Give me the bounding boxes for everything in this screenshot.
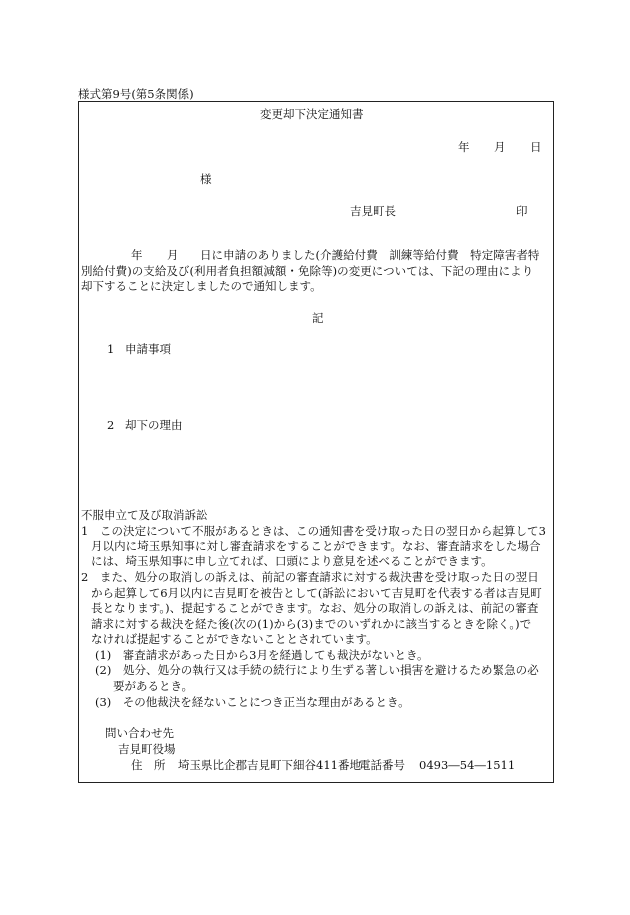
ki-heading: 記 [312, 311, 324, 325]
document-title: 変更却下決定通知書 [260, 107, 364, 121]
appeal-p2-line-2: から起算して6月以内に吉見町を被告として(訴訟において吉見町を代表する者は吉見町 [91, 586, 542, 600]
seal-mark: 印 [516, 204, 528, 218]
date-year: 年 [458, 140, 470, 154]
item-2-number: 2 [107, 418, 115, 432]
appeal-sub-2-cont: 要があるとき。 [113, 679, 194, 693]
body-line-2: 別給付費)の支給及び(利用者負担額減額・免除等)の変更については、下記の理由により [81, 264, 534, 278]
appeal-p1-line-2: 月以内に埼玉県知事に対し審査請求をすることができます。なお、審査請求をした場合 [91, 539, 541, 553]
contact-office: 吉見町役場 [118, 742, 176, 756]
body-line-1: 日に申請のありました(介護給付費 訓練等給付費 特定障害者特 [200, 248, 540, 262]
form-number-label: 様式第9号(第5条関係) [78, 87, 194, 101]
addressee-suffix: 様 [200, 172, 212, 186]
body-month: 月 [167, 248, 179, 262]
appeal-p2-line-4: 請求に対する裁決を経た後(次の(1)から(3)までのいずれかに該当するときを除く。)で [91, 617, 532, 631]
appeal-heading: 不服申立て及び取消訴訟 [81, 508, 208, 522]
item-1-label: 申請事項 [125, 342, 171, 356]
body-year: 年 [131, 248, 143, 262]
contact-address-label: 住 所 [131, 758, 166, 772]
date-day: 日 [530, 140, 542, 154]
issuer-title: 吉見町長 [350, 204, 396, 218]
body-line-3: 却下することに決定しましたので通知します。 [81, 279, 322, 293]
appeal-p2-line-1: 2 また、処分の取消しの訴えは、前記の審査請求に対する裁決書を受け取った日の翌日 [81, 570, 539, 584]
contact-heading: 問い合わせ先 [105, 726, 174, 740]
appeal-p1-line-1: 1 この決定について不服があるときは、この通知書を受け取った日の翌日から起算して3 [81, 524, 546, 538]
appeal-p2-line-3: 長となります。)、提起することができます。なお、処分の取消しの訴えは、前記の審査 [91, 601, 539, 615]
notice-frame [78, 101, 554, 783]
contact-phone-label: 電話番号 [359, 758, 405, 772]
contact-address: 埼玉県比企郡吉見町下細谷411番地 [178, 758, 361, 772]
appeal-sub-1: (1) 審査請求があった日から3月を経過しても裁決がないとき。 [95, 648, 429, 662]
appeal-sub-2: (2) 処分、処分の執行又は手続の続行により生ずる著しい損害を避けるため緊急の必 [95, 663, 539, 677]
item-1-number: 1 [107, 342, 115, 356]
appeal-sub-3: (3) その他裁決を経ないことにつき正当な理由があるとき。 [95, 695, 410, 709]
date-month: 月 [494, 140, 506, 154]
appeal-p1-line-3: には、埼玉県知事に申し立てれば、口頭により意見を述べることができます。 [91, 554, 493, 568]
item-2-label: 却下の理由 [125, 418, 183, 432]
contact-phone: 0493―54―1511 [419, 758, 516, 772]
appeal-p2-line-5: なければ提起することができないこととされています。 [91, 632, 378, 646]
